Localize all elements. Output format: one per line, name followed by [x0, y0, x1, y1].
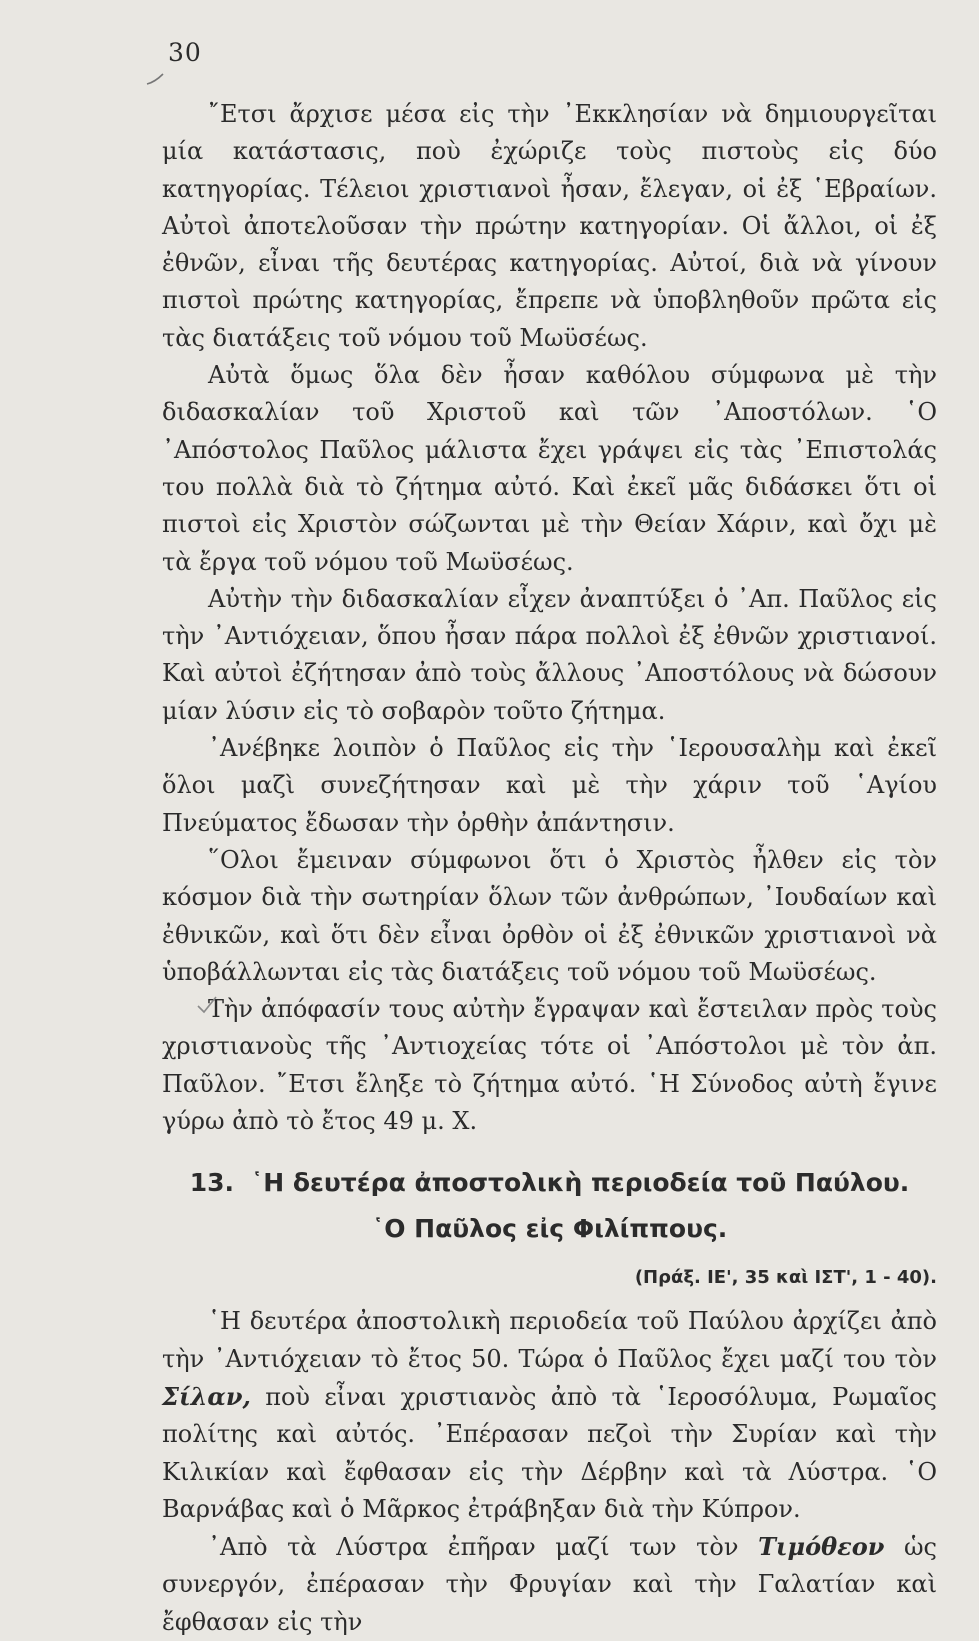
paragraph-5: ῞Ολοι ἔμειναν σύμφωνοι ὅτι ὁ Χριστὸς ἦλθεν εἰς τὸν κόσμον διὰ τὴν σωτηρίαν ὅλων τῶν ἀνθρώπων, ᾿Ιουδαίων καὶ ἐθνικῶν, καὶ ὅτι δὲν εἶναι ὀρθὸν οἱ ἐξ ἐθνικῶν χριστιανοὶ νὰ ὑποβάλλωνται εἰς τὰς διατάξεις τοῦ νόμου τοῦ Μωϋσέως.: [162, 845, 937, 986]
section-paragraph-2-text-a: ᾿Απὸ τὰ Λύστρα ἐπῆραν μαζί των τὸν: [208, 1533, 759, 1562]
emphasized-name-timothy: Τιμόθεον: [758, 1532, 885, 1562]
section-paragraph-1-text-a: ῾Η δευτέρα ἀποστολικὴ περιοδεία τοῦ Παύλου ἀρχίζει ἀπὸ τὴν ᾿Αντιόχειαν τὸ ἔτος 50. Τώρα ὁ Παῦλος ἔχει μαζί του τὸν: [162, 1307, 937, 1373]
page-number: 30: [168, 38, 202, 67]
section-paragraph-1-text-b: ποὺ εἶναι χριστιανὸς ἀπὸ τὰ ῾Ιεροσόλυμα, Ρωμαῖος πολίτης καὶ αὐτός. ᾿Επέρασαν πεζοὶ τὴν Συρίαν καὶ τὴν Κιλικίαν καὶ ἔφθασαν εἰς τὴν Δέρβην καὶ τὰ Λύστρα. ῾Ο Βαρνάβας καὶ ὁ Μᾶρκος ἐτράβηξαν διὰ τὴν Κύπρον.: [162, 1382, 937, 1523]
pencil-check-mark: [196, 995, 218, 1015]
section-paragraph-2: [162, 1528, 937, 1641]
section-title: ῾Η δευτέρα ἀποστολικὴ περιοδεία τοῦ Παύλου.: [250, 1168, 910, 1198]
section-paragraph-2-text-b: ὡς συνεργόν, ἐπέρασαν τὴν Φρυγίαν καὶ τὴν Γαλατίαν καὶ ἔφθασαν εἰς τὴν: [162, 1533, 937, 1636]
section-paragraph-1: [162, 1303, 937, 1528]
emphasized-name-silas: Σίλαν,: [162, 1381, 251, 1411]
section-subtitle: ῾Ο Παῦλος εἰς Φιλίππους.: [371, 1214, 728, 1244]
paragraph-4: ᾿Ανέβηκε λοιπὸν ὁ Παῦλος εἰς τὴν ῾Ιερουσαλὴμ καὶ ἐκεῖ ὅλοι μαζὶ συνεζήτησαν καὶ μὲ τὴν χάριν τοῦ ῾Αγίου Πνεύματος ἔδωσαν τὴν ὀρθὴν ἀπάντησιν.: [162, 734, 937, 837]
paragraph-1: ῎Ετσι ἄρχισε μέσα εἰς τὴν ᾿Εκκλησίαν νὰ δημιουργεῖται μία κατάστασις, ποὺ ἐχώριζε τοὺς πιστοὺς εἰς δύο κατηγορίας. Τέλειοι χριστιανοὶ ἦσαν, ἔλεγαν, οἱ ἐξ ῾Εβραίων. Αὐτοὶ ἀποτελοῦσαν τὴν πρώτην κατηγορίαν. Οἱ ἄλλοι, οἱ ἐξ ἐθνῶν, εἶναι τῆς δευτέρας κατηγορίας. Αὐτοί, διὰ νὰ γίνουν πιστοὶ πρώτης κατηγορίας, ἔπρεπε νὰ ὑποβληθοῦν πρῶτα εἰς τὰς διατάξεις τοῦ νόμου τοῦ Μωϋσέως.: [162, 100, 937, 352]
main-text: [162, 96, 937, 1641]
paragraph-6: Τὴν ἀπόφασίν τους αὐτὴν ἔγραψαν καὶ ἔστειλαν πρὸς τοὺς χριστιανοὺς τῆς ᾿Αντιοχείας τότε οἱ ᾿Απόστολοι μὲ τὸν ἀπ. Παῦλον. ῎Ετσι ἔληξε τὸ ζήτημα αὐτό. ῾Η Σύνοδος αὐτὴ ἔγινε γύρω ἀπὸ τὸ ἔτος 49 μ. Χ.: [162, 995, 937, 1136]
paragraph-2: Αὐτὰ ὅμως ὅλα δὲν ἦσαν καθόλου σύμφωνα μὲ τὴν διδασκαλίαν τοῦ Χριστοῦ καὶ τῶν ᾿Αποστόλων. ῾Ο ᾿Απόστολος Παῦλος μάλιστα ἔχει γράψει εἰς τὰς ᾿Επιστολάς του πολλὰ διὰ τὸ ζήτημα αὐτό. Καὶ ἐκεῖ μᾶς διδάσκει ὅτι οἱ πιστοὶ εἰς Χριστὸν σώζωνται μὲ τὴν Θείαν Χάριν, καὶ ὄχι μὲ τὰ ἔργα τοῦ νόμου τοῦ Μωϋσέως.: [162, 361, 937, 576]
pencil-tick-mark: [146, 72, 164, 86]
section-number: 13.: [189, 1168, 234, 1198]
section-heading: [162, 1159, 937, 1207]
scripture-reference: (Πράξ. ΙΕ', 35 καὶ ΙΣΤ', 1 - 40).: [634, 1267, 937, 1289]
paragraph-3: Αὐτὴν τὴν διδασκαλίαν εἶχεν ἀναπτύξει ὁ ᾿Απ. Παῦλος εἰς τὴν ᾿Αντιόχειαν, ὅπου ἦσαν πάρα πολλοὶ ἐξ ἐθνῶν χριστιανοί. Καὶ αὐτοὶ ἐζήτησαν ἀπὸ τοὺς ἄλλους ᾿Αποστόλους νὰ δώσουν μίαν λύσιν εἰς τὸ σοβαρὸν τοῦτο ζήτημα.: [162, 584, 937, 725]
